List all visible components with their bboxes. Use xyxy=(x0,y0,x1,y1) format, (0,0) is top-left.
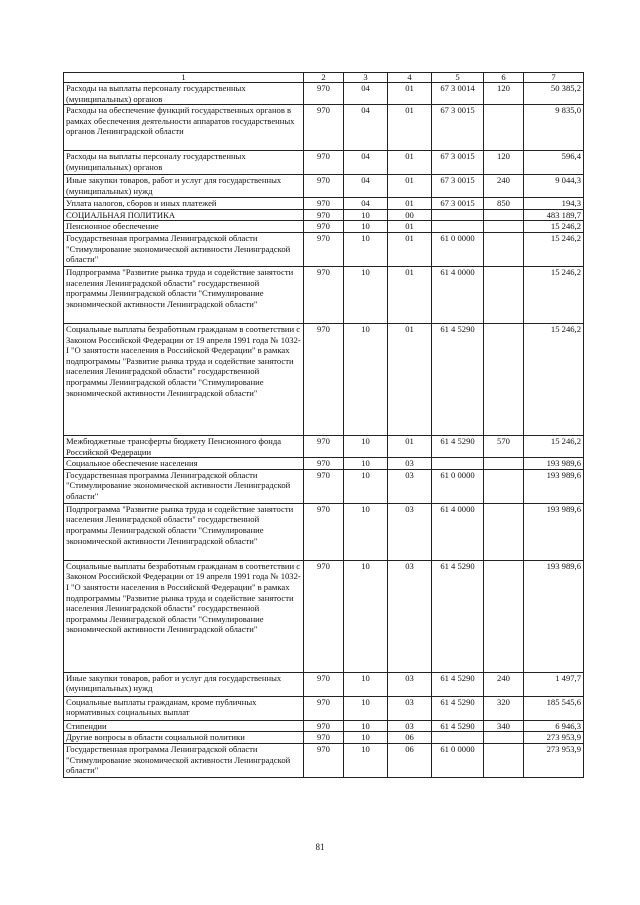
row-cell-c6 xyxy=(484,458,524,470)
row-cell-c6 xyxy=(484,732,524,744)
row-cell-c6: 850 xyxy=(484,198,524,210)
row-cell-c3: 10 xyxy=(344,696,388,720)
row-cell-c5 xyxy=(432,458,484,470)
row-cell-c3: 10 xyxy=(344,743,388,777)
row-cell-c6 xyxy=(484,323,524,435)
header-row xyxy=(64,73,584,83)
row-cell-c2: 970 xyxy=(304,696,344,720)
row-cell-c4: 03 xyxy=(388,458,432,470)
table-row xyxy=(64,175,584,198)
row-cell-c5 xyxy=(432,209,484,221)
row-cell-c5: 61 0 0000 xyxy=(432,469,484,503)
row-cell-c7: 193 989,6 xyxy=(524,458,584,470)
header-cell: 5 xyxy=(432,73,484,83)
table-row xyxy=(64,503,584,560)
row-cell-c7: 1 497,7 xyxy=(524,672,584,696)
row-cell-c2: 970 xyxy=(304,743,344,777)
row-cell-c2: 970 xyxy=(304,732,344,744)
row-cell-c4: 03 xyxy=(388,469,432,503)
row-cell-c7: 6 946,3 xyxy=(524,720,584,732)
row-cell-c5: 61 4 5290 xyxy=(432,696,484,720)
row-cell-c3: 04 xyxy=(344,175,388,198)
row-cell-c4: 03 xyxy=(388,720,432,732)
row-cell-c3: 10 xyxy=(344,672,388,696)
row-name-cell: Иные закупки товаров, работ и услуг для государственных (муниципальных) нужд xyxy=(64,672,304,696)
row-cell-c7: 15 246,2 xyxy=(524,323,584,435)
row-cell-c6 xyxy=(484,743,524,777)
row-name-cell: Расходы на выплаты персоналу государственных (муниципальных) органов xyxy=(64,151,304,175)
row-cell-c2: 970 xyxy=(304,209,344,221)
table-row xyxy=(64,209,584,221)
row-cell-c3: 10 xyxy=(344,232,388,266)
table-row xyxy=(64,458,584,470)
row-cell-c7: 193 989,6 xyxy=(524,560,584,672)
row-cell-c2: 970 xyxy=(304,560,344,672)
row-name-cell: Государственная программа Ленинградской области "Стимулирование экономической активности Ленинградской области" xyxy=(64,743,304,777)
row-cell-c2: 970 xyxy=(304,503,344,560)
row-name-cell: Социальные выплаты гражданам, кроме публичных нормативных социальных выплат xyxy=(64,696,304,720)
row-name-cell: Государственная программа Ленинградской области "Стимулирование экономической активности Ленинградской области" xyxy=(64,232,304,266)
row-cell-c2: 970 xyxy=(304,151,344,175)
table-row xyxy=(64,266,584,323)
row-cell-c3: 10 xyxy=(344,221,388,233)
row-cell-c3: 10 xyxy=(344,323,388,435)
header-cell: 2 xyxy=(304,73,344,83)
row-cell-c5: 61 0 0000 xyxy=(432,232,484,266)
row-cell-c6 xyxy=(484,560,524,672)
row-name-cell: Межбюджетные трансферты бюджету Пенсионного фонда Российской Федерации xyxy=(64,435,304,457)
row-cell-c3: 10 xyxy=(344,209,388,221)
row-cell-c7: 193 989,6 xyxy=(524,503,584,560)
row-cell-c4: 01 xyxy=(388,198,432,210)
row-cell-c2: 970 xyxy=(304,469,344,503)
row-cell-c5 xyxy=(432,221,484,233)
row-cell-c6: 340 xyxy=(484,720,524,732)
table-row xyxy=(64,469,584,503)
row-cell-c6 xyxy=(484,266,524,323)
row-cell-c4: 01 xyxy=(388,151,432,175)
row-cell-c4: 01 xyxy=(388,105,432,151)
row-cell-c6 xyxy=(484,232,524,266)
row-cell-c4: 03 xyxy=(388,672,432,696)
table-row xyxy=(64,435,584,457)
row-cell-c3: 10 xyxy=(344,469,388,503)
table-row xyxy=(64,323,584,435)
row-cell-c3: 04 xyxy=(344,83,388,105)
table-row xyxy=(64,83,584,105)
row-name-cell: Государственная программа Ленинградской области "Стимулирование экономической активности Ленинградской области" xyxy=(64,469,304,503)
row-cell-c7: 273 953,9 xyxy=(524,743,584,777)
row-name-cell: СОЦИАЛЬНАЯ ПОЛИТИКА xyxy=(64,209,304,221)
row-cell-c3: 10 xyxy=(344,560,388,672)
row-name-cell: Социальные выплаты безработным гражданам в соответствии с Законом Российской Федерации от 19 апреля 1991 года № 1032-I "О занятости населения в Российской Федерации" в рамках подпрограммы "Развитие рынка труда и содействие занятости населения Ленинградской области" государственной программы Ленинградской области "Стимулирование экономической активности Ленинградской области" xyxy=(64,323,304,435)
row-cell-c4: 06 xyxy=(388,743,432,777)
row-cell-c3: 10 xyxy=(344,503,388,560)
header-cell: 7 xyxy=(524,73,584,83)
row-cell-c7: 596,4 xyxy=(524,151,584,175)
row-cell-c5: 61 4 5290 xyxy=(432,720,484,732)
row-cell-c5: 61 4 5290 xyxy=(432,672,484,696)
row-cell-c5: 67 3 0015 xyxy=(432,105,484,151)
table-body xyxy=(64,83,584,778)
row-cell-c4: 00 xyxy=(388,209,432,221)
row-cell-c2: 970 xyxy=(304,175,344,198)
row-name-cell: Расходы на обеспечение функций государственных органов в рамках обеспечения деятельности аппаратов государственных органов Ленинградской области xyxy=(64,105,304,151)
row-cell-c2: 970 xyxy=(304,458,344,470)
row-cell-c4: 01 xyxy=(388,221,432,233)
table-row xyxy=(64,672,584,696)
row-cell-c6 xyxy=(484,469,524,503)
table-row xyxy=(64,732,584,744)
row-cell-c5 xyxy=(432,732,484,744)
row-cell-c4: 01 xyxy=(388,323,432,435)
row-cell-c6: 240 xyxy=(484,672,524,696)
header-cell: 1 xyxy=(64,73,304,83)
row-cell-c6: 240 xyxy=(484,175,524,198)
row-cell-c2: 970 xyxy=(304,232,344,266)
row-cell-c5: 67 3 0015 xyxy=(432,198,484,210)
row-cell-c6: 320 xyxy=(484,696,524,720)
row-cell-c4: 01 xyxy=(388,175,432,198)
row-cell-c5: 61 0 0000 xyxy=(432,743,484,777)
row-cell-c3: 10 xyxy=(344,720,388,732)
row-cell-c7: 193 989,6 xyxy=(524,469,584,503)
page-number: 81 xyxy=(315,842,325,852)
row-name-cell: Пенсионное обеспечение xyxy=(64,221,304,233)
table-row xyxy=(64,743,584,777)
header-cell: 3 xyxy=(344,73,388,83)
row-name-cell: Социальное обеспечение населения xyxy=(64,458,304,470)
row-cell-c4: 03 xyxy=(388,560,432,672)
row-cell-c5: 61 4 5290 xyxy=(432,560,484,672)
row-cell-c6 xyxy=(484,105,524,151)
row-cell-c6 xyxy=(484,209,524,221)
row-cell-c5: 61 4 0000 xyxy=(432,266,484,323)
row-cell-c2: 970 xyxy=(304,83,344,105)
row-cell-c5: 67 3 0015 xyxy=(432,151,484,175)
row-cell-c3: 04 xyxy=(344,151,388,175)
row-cell-c3: 10 xyxy=(344,458,388,470)
row-cell-c7: 9 835,0 xyxy=(524,105,584,151)
row-cell-c2: 970 xyxy=(304,198,344,210)
table-row xyxy=(64,232,584,266)
row-name-cell: Уплата налогов, сборов и иных платежей xyxy=(64,198,304,210)
row-cell-c6: 120 xyxy=(484,83,524,105)
row-cell-c6: 120 xyxy=(484,151,524,175)
row-cell-c7: 15 246,2 xyxy=(524,232,584,266)
row-cell-c7: 185 545,6 xyxy=(524,696,584,720)
row-name-cell: Иные закупки товаров, работ и услуг для государственных (муниципальных) нужд xyxy=(64,175,304,198)
row-cell-c5: 61 4 5290 xyxy=(432,435,484,457)
row-cell-c2: 970 xyxy=(304,221,344,233)
row-cell-c3: 10 xyxy=(344,266,388,323)
table-row xyxy=(64,198,584,210)
row-cell-c5: 61 4 0000 xyxy=(432,503,484,560)
row-cell-c3: 04 xyxy=(344,105,388,151)
row-cell-c4: 06 xyxy=(388,732,432,744)
row-cell-c6 xyxy=(484,503,524,560)
row-name-cell: Другие вопросы в области социальной политики xyxy=(64,732,304,744)
table-row xyxy=(64,696,584,720)
row-cell-c4: 01 xyxy=(388,232,432,266)
table-row xyxy=(64,560,584,672)
row-cell-c4: 01 xyxy=(388,266,432,323)
row-cell-c7: 15 246,2 xyxy=(524,435,584,457)
row-name-cell: Стипендии xyxy=(64,720,304,732)
row-cell-c7: 483 189,7 xyxy=(524,209,584,221)
row-cell-c7: 15 246,2 xyxy=(524,266,584,323)
row-cell-c7: 194,3 xyxy=(524,198,584,210)
table-row xyxy=(64,720,584,732)
row-name-cell: Подпрограмма "Развитие рынка труда и содействие занятости населения Ленинградской области" государственной программы Ленинградской области "Стимулирование экономической активности Ленинградской области" xyxy=(64,266,304,323)
row-cell-c4: 01 xyxy=(388,435,432,457)
row-name-cell: Расходы на выплаты персоналу государственных (муниципальных) органов xyxy=(64,83,304,105)
row-cell-c3: 10 xyxy=(344,435,388,457)
row-cell-c2: 970 xyxy=(304,323,344,435)
row-name-cell: Социальные выплаты безработным гражданам в соответствии с Законом Российской Федерации от 19 апреля 1991 года № 1032-I "О занятости населения в Российской Федерации" в рамках подпрограммы "Развитие рынка труда и содействие занятости населения Ленинградской области" государственной программы Ленинградской области "Стимулирование экономической активности Ленинградской области" xyxy=(64,560,304,672)
row-cell-c7: 15 246,2 xyxy=(524,221,584,233)
table-row xyxy=(64,151,584,175)
row-cell-c2: 970 xyxy=(304,266,344,323)
header-cell: 4 xyxy=(388,73,432,83)
row-cell-c6 xyxy=(484,221,524,233)
table-row xyxy=(64,105,584,151)
row-cell-c5: 67 3 0014 xyxy=(432,83,484,105)
row-cell-c7: 273 953,9 xyxy=(524,732,584,744)
row-cell-c4: 01 xyxy=(388,83,432,105)
row-cell-c4: 03 xyxy=(388,696,432,720)
row-cell-c2: 970 xyxy=(304,672,344,696)
row-cell-c6: 570 xyxy=(484,435,524,457)
row-cell-c5: 61 4 5290 xyxy=(432,323,484,435)
row-name-cell: Подпрограмма "Развитие рынка труда и содействие занятости населения Ленинградской области" государственной программы Ленинградской области "Стимулирование экономической активности Ленинградской области" xyxy=(64,503,304,560)
row-cell-c4: 03 xyxy=(388,503,432,560)
row-cell-c2: 970 xyxy=(304,720,344,732)
budget-table xyxy=(63,72,584,778)
row-cell-c3: 10 xyxy=(344,732,388,744)
row-cell-c2: 970 xyxy=(304,105,344,151)
row-cell-c7: 50 385,2 xyxy=(524,83,584,105)
table-row xyxy=(64,221,584,233)
row-cell-c5: 67 3 0015 xyxy=(432,175,484,198)
row-cell-c3: 04 xyxy=(344,198,388,210)
header-cell: 6 xyxy=(484,73,524,83)
row-cell-c7: 9 044,3 xyxy=(524,175,584,198)
row-cell-c2: 970 xyxy=(304,435,344,457)
